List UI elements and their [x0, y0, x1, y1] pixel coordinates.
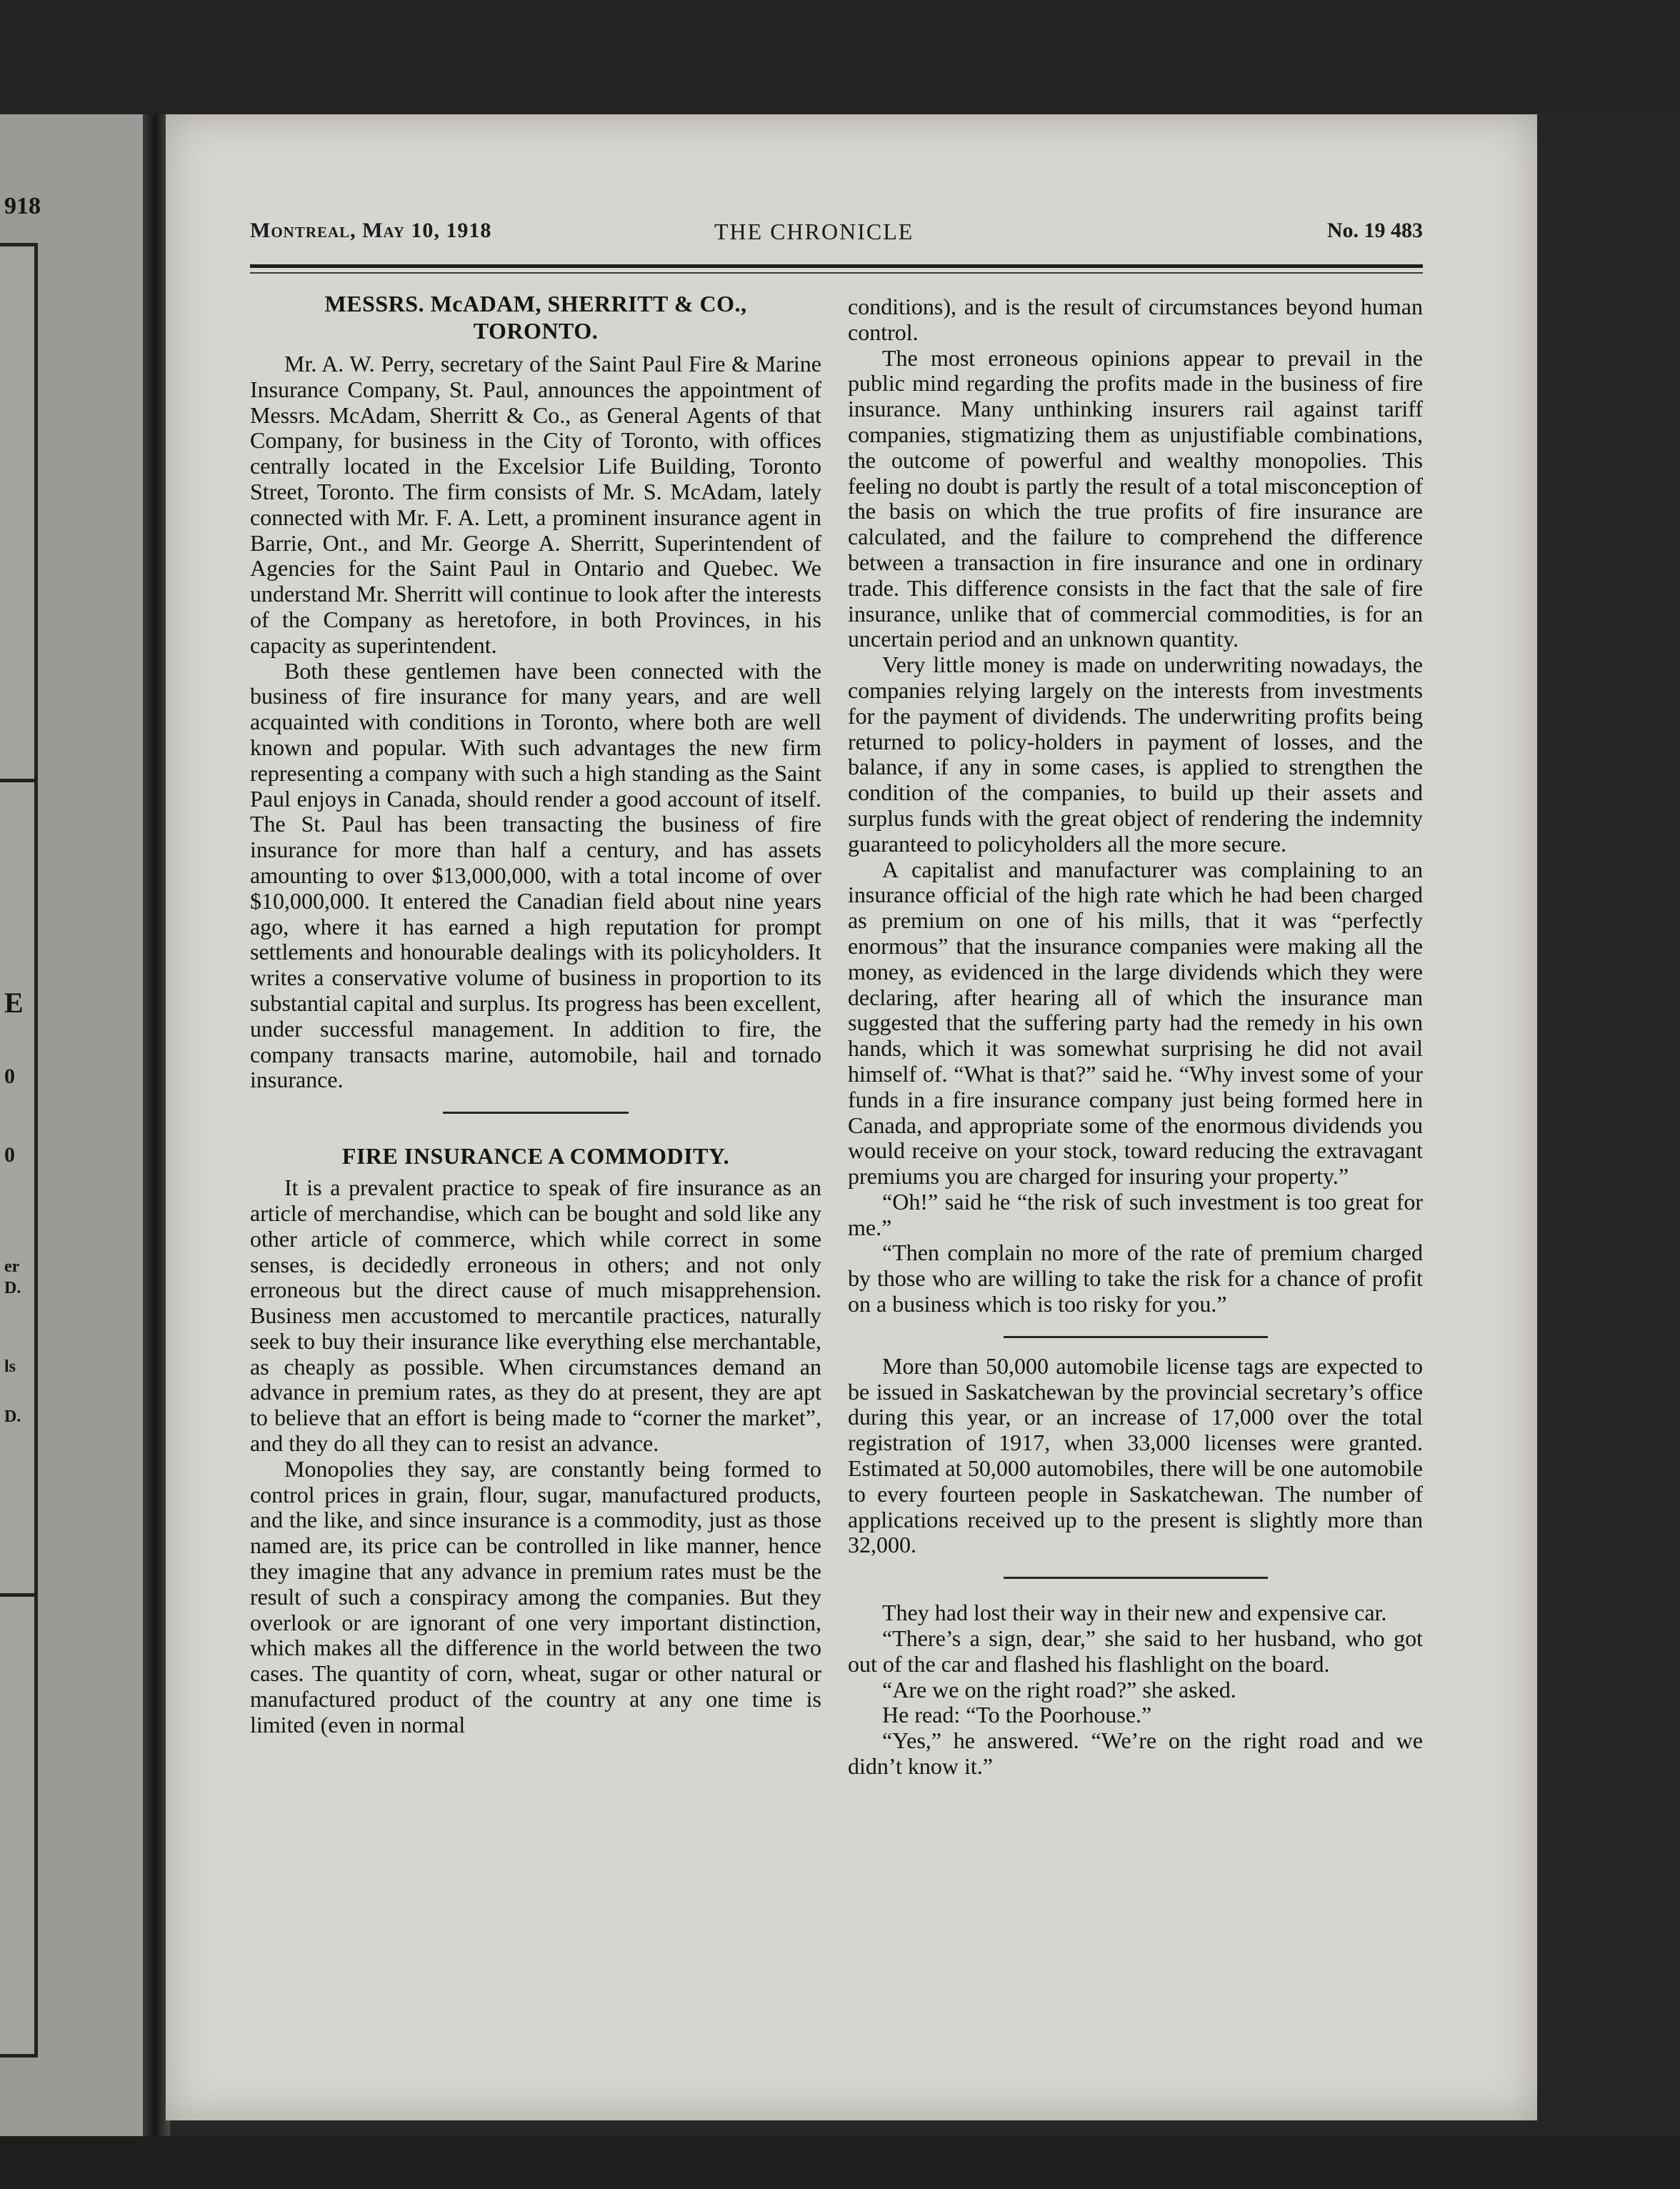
- article-paragraph: “There’s a sign, dear,” she said to her husband, who got out of the car and flashed his flashlight on the board.: [848, 1625, 1423, 1677]
- adjacent-page-strip: [0, 114, 154, 2136]
- article-paragraph: Monopolies they say, are constantly being formed to control prices in grain, flour, sugar, manufactured products, and the like, and since insurance is a commodity, just as those named are, its price can be controlled in like manner, hence they imagine that any advance in premium rates must be the result of such a conspiracy among the companies. But they overlook or are ignorant of one very important distinction, which makes all the difference in the world between the two cases. The quantity of corn, wheat, sugar or other natural or manufactured product of the country at any one time is limited (even in normal: [250, 1455, 821, 1737]
- left-column: [250, 290, 821, 1738]
- scanner-background: [0, 0, 1680, 114]
- article-title: FIRE INSURANCE A COMMODITY.: [341, 1143, 730, 1170]
- section-divider: [443, 1112, 629, 1114]
- article-paragraph: A capitalist and manufacturer was complaining to an insurance official of the high rate which he had been charged as premium on one of his mills, that it was “perfectly enormous” that the insurance companies were making all the money, as evidenced in the large dividends which they were declaring, after hearing all of which the insurance man suggested that the suffering party had the remedy in his own hands, which it was somewhat surprising he did not avail himself of. “What is that?” said he. “Why invest some of your funds in a fire insurance company just being formed here in Canada, and appropriate some of the enormous dividends you would receive on your stock, toward reducing the extravagant premiums you are charged for insuring your property.”: [848, 856, 1423, 1190]
- article-paragraph: It is a prevalent practice to speak of fire insurance as an article of merchandise, which can be bought and sold like any other article of commerce, which while correct in some senses, is decidedly erroneous in others; and not only erroneous but the direct cause of much misapprehension. Business men accustomed to mercantile practices, naturally seek to buy their insurance like everything else merchantable, as cheaply as possible. When circumstances demand an advance in premium rates, as they do at present, they are apt to believe that an effort is being made to “corner the market”, and they do all they can to resist an advance.: [250, 1175, 821, 1457]
- section-divider: [1004, 1336, 1268, 1338]
- scanner-background-bottom: [0, 2136, 1680, 2189]
- header-dateline: Montreal, May 10, 1918: [250, 219, 492, 242]
- scanner-background-right: [1537, 114, 1680, 2136]
- left-page-fragment: er: [4, 1257, 20, 1276]
- left-page-box: [0, 779, 38, 1615]
- article-paragraph: “Yes,” he answered. “We’re on the right road and we didn’t know it.”: [848, 1727, 1423, 1780]
- right-column: [848, 294, 1423, 1780]
- article-paragraph: Mr. A. W. Perry, secretary of the Saint Paul Fire & Marine Insurance Company, St. Paul, announces the appointment of Messrs. McAdam, Sherritt & Co., as General Agents of that Company, for business in the City of Toronto, with offices centrally located in the Excelsior Life Building, Toronto Street, Toronto. The firm consists of Mr. S. McAdam, lately connected with Mr. F. A. Lett, a prominent insurance agent in Barrie, Ont., and Mr. George A. Sherritt, Superintendent of Agencies for the Saint Paul in Ontario and Quebec. We understand Mr. Sherritt will continue to look after the interests of the Company as heretofore, in both Provinces, in his capacity as superintendent.: [250, 351, 821, 658]
- header-rule-thin: [250, 272, 1423, 274]
- article-paragraph: conditions), and is the result of circumstances beyond human control.: [848, 294, 1423, 345]
- left-page-fragment: 918: [4, 193, 41, 219]
- left-page-fragment: D.: [4, 1279, 21, 1297]
- article-paragraph: Both these gentlemen have been connected with the business of fire insurance for many years, and are well acquainted with conditions in Toronto, where both are well known and popular. With such advantages the new firm representing a company with such a high standing as the Saint Paul enjoys in Canada, should render a good account of itself. The St. Paul has been transacting the business of fire insurance for more than half a century, and has assets amounting to over $13,000,000, with a total income of over $10,000,000. It entered the Canadian field about nine years ago, where it has earned a high reputation for prompt settlements and honourable dealings with its policyholders. It writes a conservative volume of business in proportion to its substantial capital and surplus. Its progress has been excellent, under successful management. In addition to fire, the company transacts marine, automobile, hail and tornado insurance.: [250, 657, 821, 1093]
- article-title-line: MESSRS. McADAM, SHERRITT & CO.,: [324, 291, 747, 316]
- header-rule: [250, 264, 1423, 268]
- article-paragraph: “Then complain no more of the rate of premium charged by those who are willing to take the risk for a chance of profit on a business which is too risky for you.”: [848, 1240, 1423, 1317]
- article-title-line: TORONTO.: [473, 318, 599, 344]
- left-page-fragment: 0: [4, 1064, 15, 1088]
- article-paragraph: Very little money is made on underwriting nowadays, the companies relying largely on the interests from investments for the payment of dividends. The underwriting profits being returned to policy-holders in payment of losses, and the balance, if any in some cases, is applied to strengthen the condition of the companies, to build up their assets and surplus funds with the great object of rendering the indemnity guaranteed to policyholders all the more secure.: [848, 652, 1423, 857]
- section-divider: [1004, 1577, 1268, 1579]
- header-issue-page-number: No. 19 483: [1326, 219, 1423, 242]
- left-page-fragment: D.: [4, 1407, 21, 1426]
- article-paragraph: More than 50,000 automobile license tags are expected to be issued in Saskatchewan by the provincial secretary’s office during this year, or an increase of 17,000 over the total registration of 1917, when 33,000 licenses were granted. Estimated at 50,000 automobiles, there will be one automobile to every fourteen people in Saskatchewan. The number of applications received up to the present is slightly more than 32,000.: [848, 1352, 1423, 1558]
- article-paragraph: “Oh!” said he “the risk of such investment is too great for me.”: [848, 1188, 1423, 1240]
- left-page-fragment: E: [4, 987, 24, 1019]
- article-paragraph: The most erroneous opinions appear to prevail in the public mind regarding the profits made in the business of fire insurance. Many unthinking insurers rail against tariff companies, stigmatizing them as unjustifiable combinations, the outcome of powerful and wealthy monopolies. This feeling no doubt is partly the result of a total misconception of the basis on which the true profits of fire insurance are calculated, and the failure to comprehend the difference between a transaction in fire insurance and one in ordinary trade. This difference consists in the fact that the sale of fire insurance, unlike that of commercial commodities, is for an uncertain period and an unknown quantity.: [848, 344, 1423, 652]
- article-paragraph: “Are we on the right road?” she asked.: [882, 1676, 1236, 1702]
- running-header: [250, 219, 1423, 254]
- article-paragraph: They had lost their way in their new and expensive car.: [882, 1600, 1387, 1626]
- left-page-fragment: ls: [4, 1357, 16, 1376]
- article-paragraph: He read: “To the Poorhouse.”: [882, 1702, 1152, 1728]
- left-page-box: [0, 1593, 38, 2058]
- header-publication-title: THE CHRONICLE: [714, 219, 914, 244]
- left-page-fragment: 0: [4, 1143, 15, 1167]
- left-page-box: [0, 243, 38, 836]
